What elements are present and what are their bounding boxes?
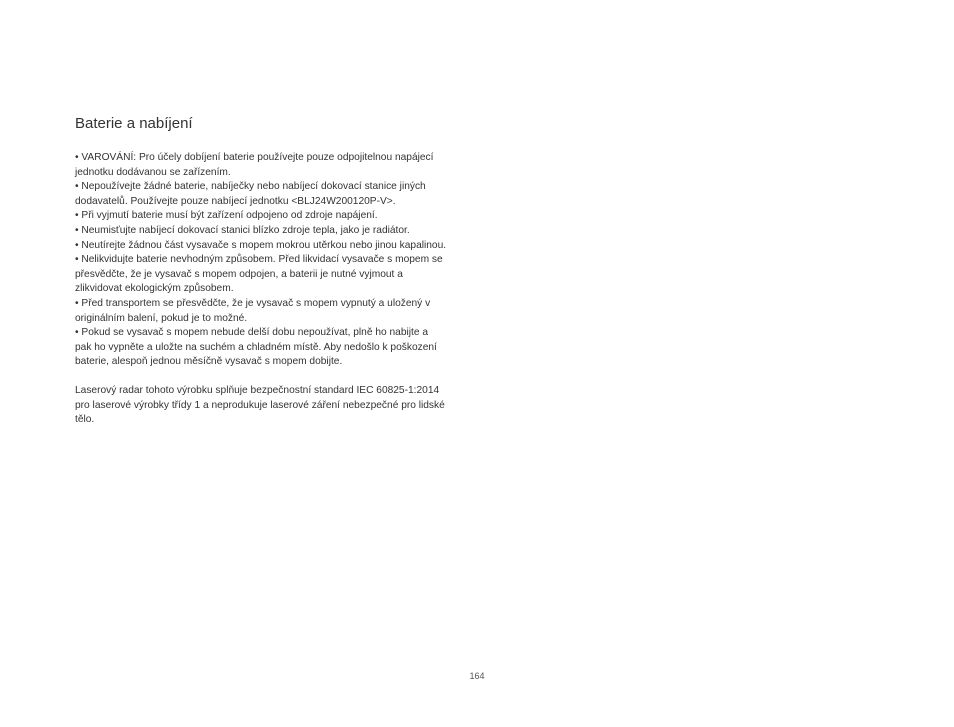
list-item: • Nelikvidujte baterie nevhodným způsobem. Před likvidací vysavače s mopem se přesvědčte, že je vysavač s mopem odpojen, a baterii je nutné vyjmout a zlikvidovat ekologickým způsobem. (75, 254, 443, 295)
list-item: • Pokud se vysavač s mopem nebude delší dobu nepoužívat, plně ho nabijte a pak ho vypněte a uložte na suchém a chladném místě. Aby nedošlo k poškození baterie, alespoň jednou měsíčně vysavač s mopem dobijte. (75, 327, 437, 368)
section-title: Baterie a nabíjení (75, 115, 193, 132)
page-number: 164 (469, 671, 485, 681)
list-item: • Neumisťujte nabíjecí dokovací stanici blízko zdroje tepla, jako je radiátor. (75, 224, 410, 236)
list-item: • VAROVÁNÍ: Pro účely dobíjení baterie používejte pouze odpojitelnou napájecí jednotku dodávanou se zařízením. (75, 152, 434, 178)
warning-list (75, 151, 447, 370)
list-item: • Nepoužívejte žádné baterie, nabíječky nebo nabíjecí dokovací stanice jiných dodavatelů. Používejte pouze nabíjecí jednotku <BLJ24W200120P-V>. (75, 181, 426, 207)
list-item: • Při vyjmutí baterie musí být zařízení odpojeno od zdroje napájení. (75, 210, 378, 222)
laser-safety-note: Laserový radar tohoto výrobku splňuje bezpečnostní standard IEC 60825-1:2014 pro laserové výrobky třídy 1 a neprodukuje laserové záření nebezpečné pro lidské tělo. (75, 384, 445, 426)
battery-section (75, 114, 447, 428)
list-item: • Před transportem se přesvědčte, že je vysavač s mopem vypnutý a uložený v originálním balení, pokud je to možné. (75, 297, 431, 324)
list-item: • Neutírejte žádnou část vysavače s mopem mokrou utěrkou nebo jinou kapalinou. (75, 239, 447, 251)
